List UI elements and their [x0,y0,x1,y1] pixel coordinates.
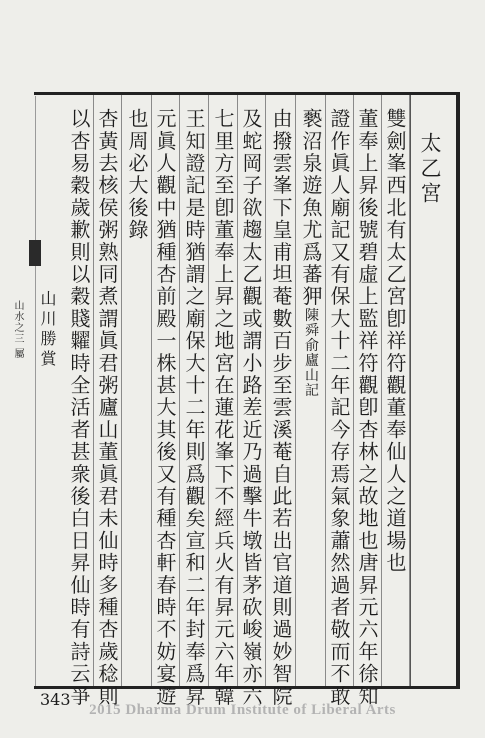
column-rule [93,95,94,686]
text-column [152,108,178,707]
source-note: 陳舜俞廬山記 [303,307,319,398]
column-rule [121,95,122,686]
heading-divider [410,95,411,686]
watermark: 2015 Dharma Drum Institute of Liberal Arts [89,702,396,718]
text-column [94,108,120,707]
text-column [298,108,324,398]
column-text: 以杏易穀歲歉則以穀賤糶時全活者甚衆後白日昇仙時有詩云爭 [67,108,91,708]
column-rule [409,95,410,686]
column-text: 褻沼泉遊魚尤爲蕃狎 [299,108,323,308]
column-text: 雙劍峯西北有太乙宮卽祥符觀董奉仙人之道場也 [383,108,407,575]
text-column [268,108,294,707]
text-column [382,108,408,574]
fishtail-mark [29,240,41,266]
text-column [238,108,264,707]
column-text: 及蛇岡子欲趨太乙觀或謂小路差近乃過擊牛墩皆茅砍峻嶺亦六 [239,108,263,708]
gutter-line [35,96,36,686]
text-column [66,108,92,707]
column-rule [381,95,382,686]
text-column [354,108,380,707]
column-rule [179,95,180,686]
column-rule [265,95,266,686]
top-border [34,92,460,95]
column-text: 王知證記是時猶謂之廟保大十二年則爲觀矣宣和二年封奉爲昇 [182,108,206,708]
column-text: 董奉上昇後號碧虛上監祥符觀卽杏林之故地也唐昇元六年徐知 [355,108,379,708]
column-rule [295,95,296,686]
column-rule [325,95,326,686]
text-column [124,108,150,241]
column-text: 七里方至卽董奉上昇之地宮在蓮花峯下不經兵火有昇元六年韓 [211,108,235,708]
column-text: 杏黃去核侯粥熟同煮謂眞君粥廬山董眞君未仙時多種杏歲稔則 [95,108,119,708]
column-text: 證作眞人廟記又有保大十二年記今存焉氣象蕭然過者敬而不敢 [327,108,351,708]
column-rule [151,95,152,686]
column-text: 由撥雲峯下皇甫坦菴數百步至雲溪菴自此若出官道則過妙智院 [269,108,293,708]
column-rule [237,95,238,686]
column-text: 元眞人觀中猶種杏前殿一株甚大其後又有種杏軒春時不妨宴遊 [153,108,177,708]
text-column [326,108,352,707]
page-number: 343 [40,690,71,709]
column-rule [208,95,209,686]
text-column [210,108,236,707]
margin-title: 山川勝賞 [38,290,57,370]
margin-subtitle: 山水之三 屬 [12,300,23,360]
right-border [456,92,460,689]
text-column [181,108,207,707]
section-heading: 太乙宮 [418,132,442,207]
column-text: 也周必大後錄 [125,108,149,242]
column-rule [353,95,354,686]
